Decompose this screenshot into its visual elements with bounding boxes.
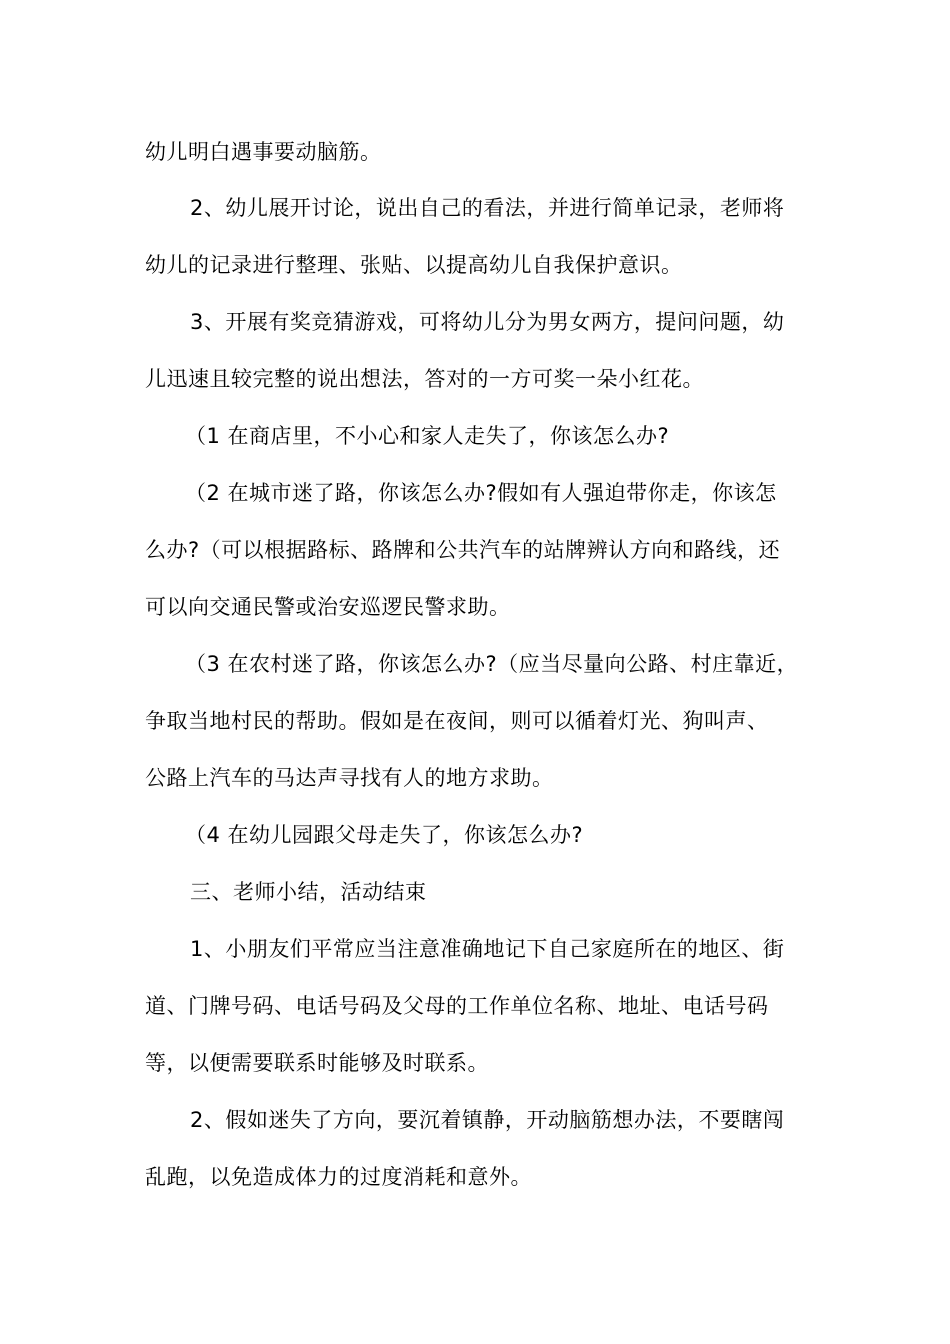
text-line: 幼儿的记录进行整理、张贴、以提高幼儿自我保护意识。	[145, 253, 683, 277]
text-line: 儿迅速且较完整的说出想法，答对的一方可奖一朵小红花。	[145, 367, 704, 391]
text-line: 幼儿明白遇事要动脑筋。	[145, 140, 382, 164]
text-line: 2、幼儿展开讨论，说出自己的看法，并进行简单记录，老师将	[190, 196, 785, 220]
text-line: 道、门牌号码、电话号码及父母的工作单位名称、地址、电话号码	[145, 994, 769, 1018]
text-line: 乱跑，以免造成体力的过度消耗和意外。	[145, 1165, 532, 1189]
text-line: （3 在农村迷了路，你该怎么办?（应当尽量向公路、村庄靠近，	[185, 652, 799, 676]
text-line: 3、开展有奖竞猜游戏，可将幼儿分为男女两方，提问问题，幼	[190, 310, 785, 334]
text-line: （2 在城市迷了路，你该怎么办?假如有人强迫带你走，你该怎	[185, 481, 777, 505]
text-line: （1 在商店里，不小心和家人走失了，你该怎么办?	[185, 424, 670, 448]
text-line: 公路上汽车的马达声寻找有人的地方求助。	[145, 766, 554, 790]
text-line: （4 在幼儿园跟父母走失了，你该怎么办?	[185, 823, 584, 847]
text-line: 争取当地村民的帮助。假如是在夜间，则可以循着灯光、狗叫声、	[145, 709, 769, 733]
section-heading: 三、老师小结，活动结束	[190, 880, 427, 904]
text-line: 1、小朋友们平常应当注意准确地记下自己家庭所在的地区、街	[190, 937, 785, 961]
text-line: 2、假如迷失了方向，要沉着镇静，开动脑筋想办法，不要瞎闯	[190, 1108, 785, 1132]
text-line: 等，以便需要联系时能够及时联系。	[145, 1051, 489, 1075]
text-line: 可以向交通民警或治安巡逻民警求助。	[145, 595, 511, 619]
text-line: 么办?（可以根据路标、路牌和公共汽车的站牌辨认方向和路线，还	[145, 538, 781, 562]
